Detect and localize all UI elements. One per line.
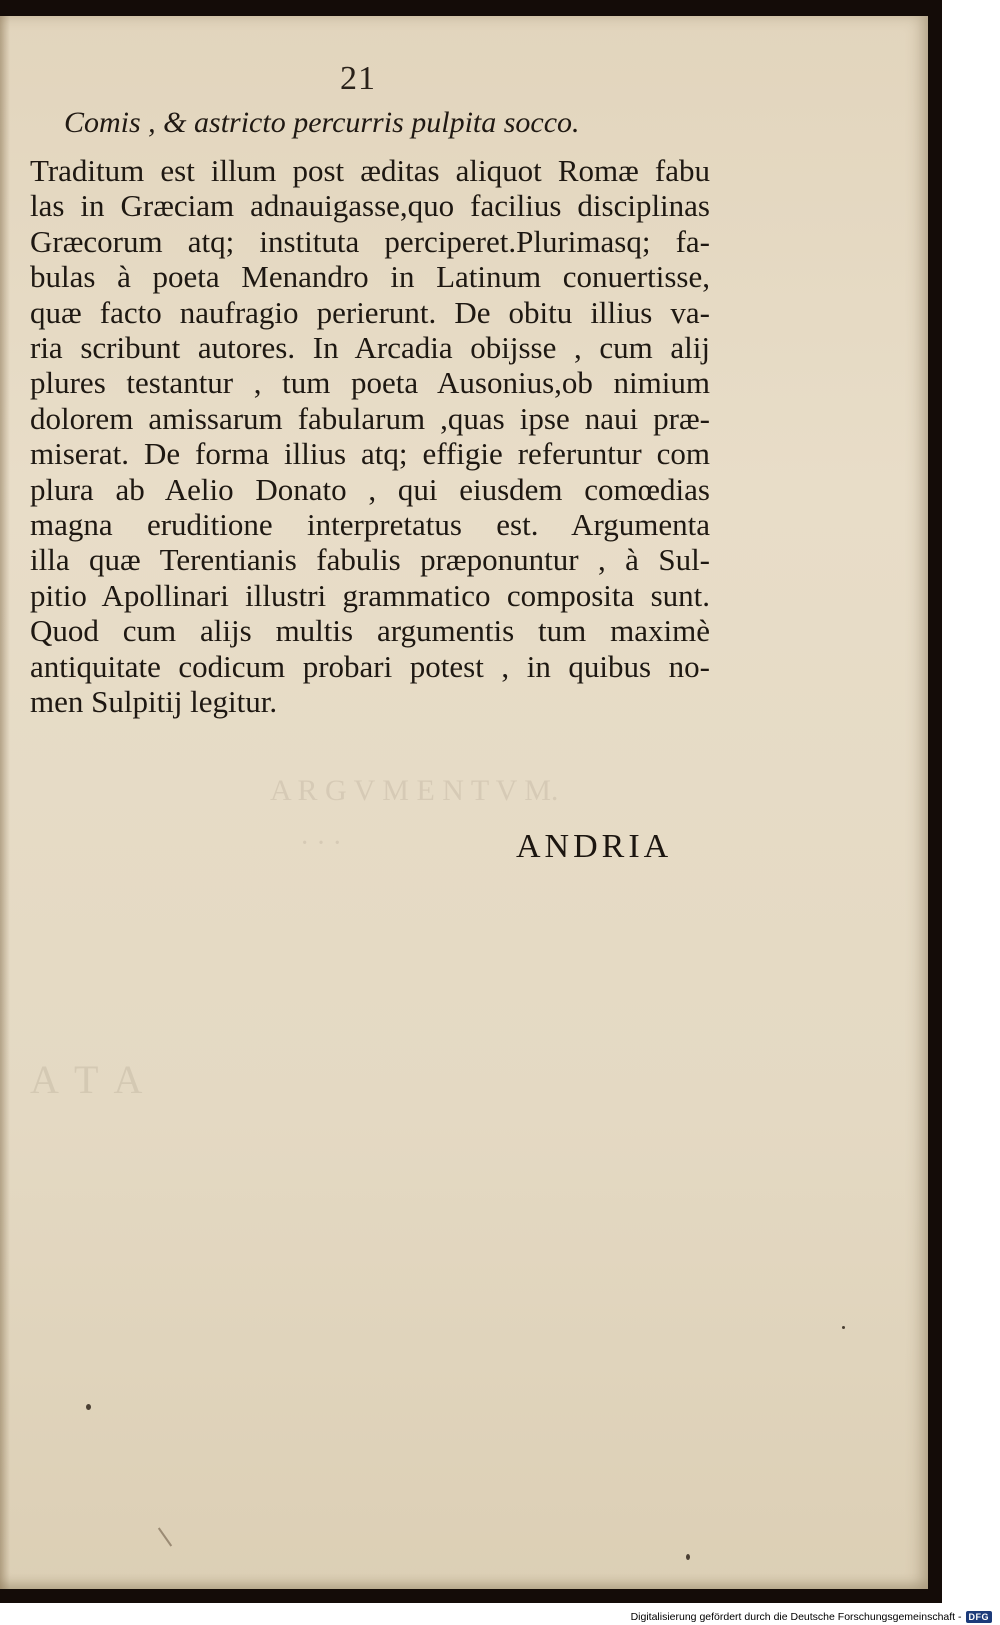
text-line: bulas à poeta Menandro in Latinum conuertisse, [30, 259, 710, 295]
paper-mark [158, 1527, 172, 1546]
text-line: ria scribunt autores. In Arcadia obijsse , cum alij [30, 330, 710, 366]
show-through-text: A R G V M E N T V M. [270, 774, 559, 807]
show-through-text: · · · [300, 828, 342, 859]
dfg-logo: DFG [966, 1611, 993, 1623]
text-line: antiquitate codicum probari potest , in quibus no- [30, 648, 710, 684]
text-line: dolorem amissarum fabularum ,quas ipse naui præ- [30, 400, 710, 436]
text-line: Traditum est illum post æditas aliquot Romæ fabu [30, 153, 710, 188]
show-through-text: A T A [30, 1057, 147, 1102]
text-line: Græcorum atq; instituta perciperet.Plurimasq; fa- [30, 223, 710, 259]
paper-speck [842, 1326, 845, 1329]
credit-text: Digitalisierung gefördert durch die Deutsche Forschungsgemeinschaft - [630, 1611, 962, 1623]
text-line: quæ facto naufragio perierunt. De obitu illius va- [30, 294, 710, 330]
text-line: plura ab Aelio Donato , qui eiusdem comœdias [30, 471, 710, 507]
paper-speck [686, 1554, 690, 1560]
text-line: las in Græciam adnauigasse,quo facilius disciplinas [30, 188, 710, 224]
text-line: miserat. De forma illius atq; effigie referuntur com [30, 436, 710, 472]
verse-line: Comis , & astricto percurris pulpita socco. [64, 106, 580, 139]
text-line: Quod cum alijs multis argumentis tum maximè [30, 613, 710, 649]
text-line: illa quæ Terentianis fabulis præponuntur , à Sul- [30, 542, 710, 578]
paper-speck [86, 1404, 91, 1410]
page-number: 21 [340, 60, 376, 97]
text-line: plures testantur , tum poeta Ausonius,ob nimium [30, 365, 710, 401]
text-line: men Sulpitij legitur. [30, 684, 278, 720]
body-paragraph [30, 153, 710, 720]
text-line: magna eruditione interpretatus est. Argumenta [30, 507, 710, 543]
section-heading: ANDRIA [516, 828, 673, 865]
text-line: pitio Apollinari illustri grammatico composita sunt. [30, 577, 710, 613]
book-page [0, 16, 928, 1589]
digitization-credit [631, 1611, 992, 1623]
page-gutter-shadow [0, 16, 10, 1589]
